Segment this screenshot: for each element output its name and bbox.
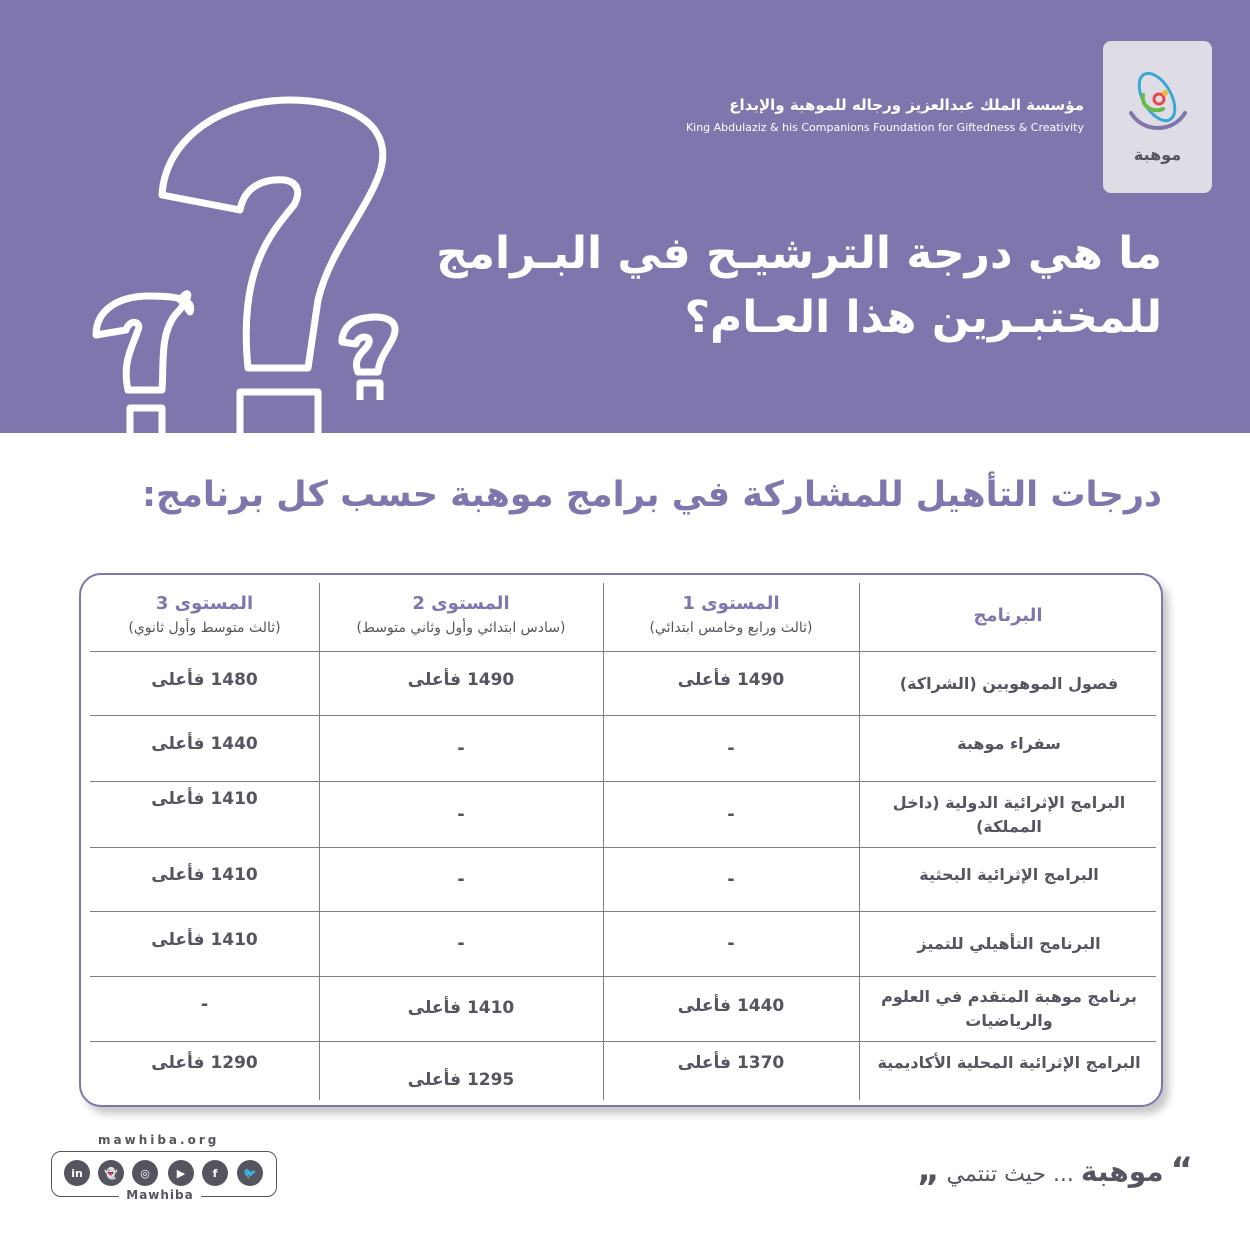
- table-cell-level-1: -: [727, 868, 735, 890]
- table-cell-level-3: 1410 فأعلى: [151, 789, 258, 809]
- page-title: ما هي درجة الترشيـح في البـرامج للمختبـرين هذا العـام؟: [436, 228, 1162, 343]
- slogan: [917, 1150, 1193, 1190]
- slogan-text: ... حيث تنتمي: [946, 1162, 1074, 1187]
- section-subtitle: درجات التأهيل للمشاركة في برامج موهبة حسب كل برنامج:: [142, 475, 1162, 515]
- linkedin-icon[interactable]: in: [64, 1160, 90, 1186]
- column-header-label: المستوى 3: [155, 593, 254, 614]
- qualification-table: [79, 573, 1163, 1107]
- column-header-program: [859, 581, 1157, 651]
- logo-wordmark: موهبة: [1133, 145, 1182, 164]
- column-header-level-3: [90, 581, 319, 651]
- table-cell-level-3: 1410 فأعلى: [151, 930, 258, 950]
- mawhiba-logo: [1103, 41, 1212, 193]
- table-cell-level-1: -: [727, 803, 735, 825]
- snapchat-icon[interactable]: 👻: [98, 1160, 124, 1186]
- table-cell-level-3: 1290 فأعلى: [151, 1053, 258, 1073]
- slogan-brand: موهبة: [1080, 1155, 1164, 1188]
- twitter-icon[interactable]: 🐦: [237, 1160, 263, 1186]
- table-cell-level-2: -: [457, 737, 465, 759]
- column-header-sublabel: (ثالث ورابع وخامس ابتدائي): [649, 620, 813, 636]
- column-divider: [859, 583, 860, 1100]
- instagram-icon[interactable]: ◎: [132, 1160, 158, 1186]
- mawhiba-logo-mark-icon: [1121, 61, 1193, 139]
- table-cell-level-2: -: [457, 868, 465, 890]
- table-cell-level-2: 1410 فأعلى: [407, 998, 515, 1018]
- table-cell-program: البرامج الإثرائية البحثية: [919, 865, 1099, 884]
- table-cell-level-3: -: [200, 994, 209, 1015]
- column-header-sublabel: (ثالث متوسط وأول ثانوي): [128, 620, 281, 636]
- table-cell-level-1: -: [727, 933, 735, 954]
- website-link[interactable]: mawhiba.org: [98, 1133, 220, 1147]
- question-marks-illustration: [0, 0, 440, 433]
- column-header-level-1: [603, 581, 859, 651]
- table-cell-level-1: -: [727, 737, 735, 759]
- header-banner: [0, 0, 1250, 433]
- table-cell-program: البرامج الإثرائية المحلية الأكاديمية: [877, 1053, 1141, 1072]
- table-cell-level-3: 1440 فأعلى: [151, 734, 258, 754]
- table-cell-program: برنامج موهبة المتقدم في العلوم والرياضيات: [881, 987, 1137, 1030]
- table-cell-program: فصول الموهوبين (الشراكة): [899, 673, 1119, 693]
- table-cell-level-1: 1490 فأعلى: [677, 670, 785, 690]
- org-name-english: King Abdulaziz & his Companions Foundation for Giftedness & Creativity: [685, 121, 1084, 134]
- column-header-sublabel: (سادس ابتدائي وأول وثاني متوسط): [356, 620, 566, 636]
- table-cell-level-2: -: [457, 933, 465, 954]
- column-header-label: المستوى 1: [682, 593, 780, 614]
- table-cell-level-3: 1480 فأعلى: [151, 670, 258, 690]
- facebook-icon[interactable]: f: [202, 1160, 228, 1186]
- social-handle: Mawhiba: [119, 1188, 201, 1202]
- table-cell-level-1: 1440 فأعلى: [677, 996, 785, 1016]
- org-name-arabic: مؤسسة الملك عبدالعزيز ورجاله للموهبة والإبداع: [729, 96, 1084, 114]
- youtube-icon[interactable]: ▶: [168, 1160, 194, 1186]
- table-cell-program: سفراء موهبة: [957, 734, 1061, 753]
- table-cell-level-3: 1410 فأعلى: [151, 865, 258, 885]
- table-cell-level-2: 1490 فأعلى: [407, 670, 515, 690]
- column-header-label: البرنامج: [973, 605, 1043, 626]
- table-cell-program: البرامج الإثرائية الدولية (داخل المملكة): [892, 792, 1126, 836]
- table-cell-program: البرنامج التأهيلي للتميز: [917, 934, 1101, 953]
- quote-open: “: [1170, 1150, 1193, 1190]
- table-cell-level-2: 1295 فأعلى: [407, 1070, 515, 1090]
- table-cell-level-1: 1370 فأعلى: [677, 1053, 785, 1073]
- table-cell-level-2: -: [457, 803, 465, 825]
- column-header-label: المستوى 2: [412, 593, 510, 614]
- quote-close: „: [917, 1150, 940, 1190]
- column-header-level-2: [319, 581, 603, 651]
